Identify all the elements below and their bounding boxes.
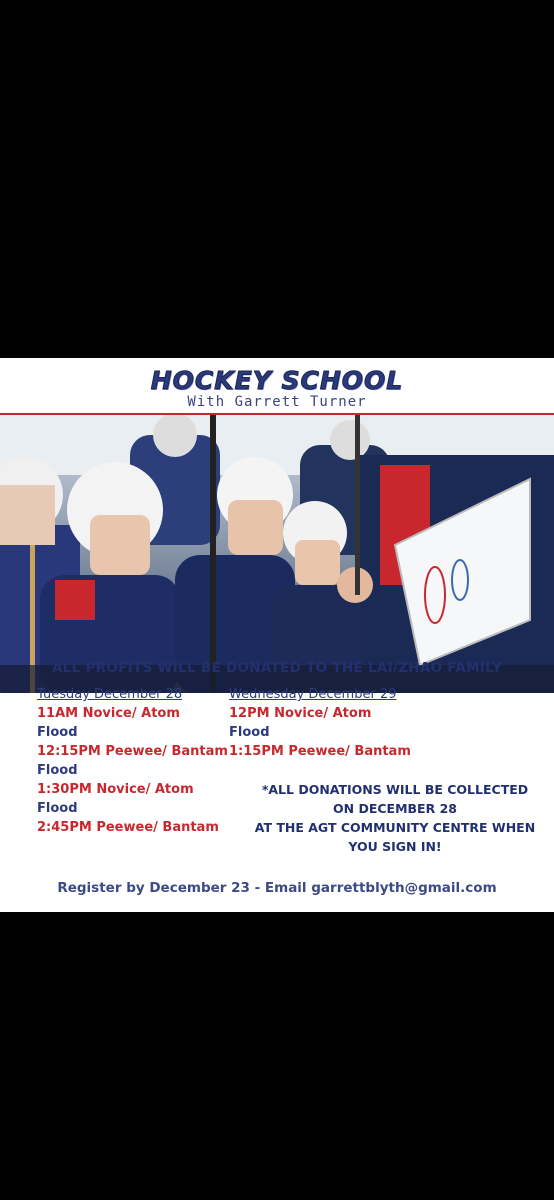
- schedule-flood: Flood: [229, 725, 270, 740]
- schedule-wednesday: [229, 685, 411, 761]
- donation-note: [250, 780, 540, 856]
- flyer-image: [0, 358, 554, 912]
- flyer-title: HOCKEY SCHOOL: [150, 366, 404, 395]
- donation-note-line: YOU SIGN IN!: [348, 839, 442, 854]
- schedule-day-heading: Tuesday December 28: [37, 687, 183, 702]
- donation-note-line: AT THE AGT COMMUNITY CENTRE WHEN: [254, 820, 536, 835]
- schedule-day-heading: Wednesday December 29: [229, 687, 397, 702]
- schedule-session: 12:15PM Peewee/ Bantam: [37, 744, 228, 759]
- schedule-session: 2:45PM Peewee/ Bantam: [37, 820, 219, 835]
- schedule-flood: Flood: [37, 763, 78, 778]
- profits-banner: ALL PROFITS WILL BE DONATED TO THE LAI/ZHAO FAMILY: [51, 660, 503, 676]
- donation-note-line: ON DECEMBER 28: [333, 801, 457, 816]
- hockey-players-illustration: [0, 415, 554, 693]
- schedule-session: 11AM Novice/ Atom: [37, 706, 180, 721]
- flyer-subtitle: With Garrett Turner: [187, 394, 367, 410]
- schedule-session: 12PM Novice/ Atom: [229, 706, 372, 721]
- schedule-session: 1:30PM Novice/ Atom: [37, 782, 194, 797]
- donation-note-line: *ALL DONATIONS WILL BE COLLECTED: [261, 782, 529, 797]
- schedule-tuesday: [37, 685, 228, 837]
- team-photo: [0, 413, 554, 693]
- schedule-session: 1:15PM Peewee/ Bantam: [229, 744, 411, 759]
- schedule-flood: Flood: [37, 725, 78, 740]
- schedule-flood: Flood: [37, 801, 78, 816]
- register-info: Register by December 23 - Email garrettblyth@gmail.com: [57, 880, 497, 896]
